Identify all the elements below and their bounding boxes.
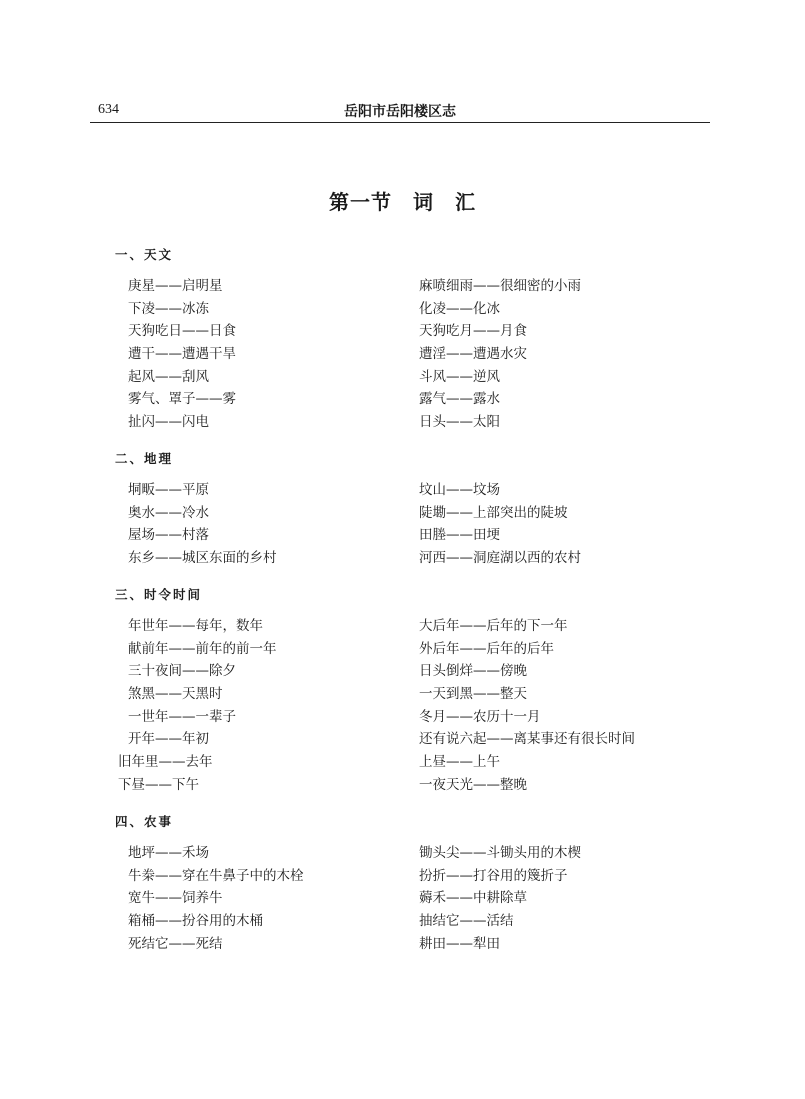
term-entry: 日头倒烊——傍晚	[419, 663, 527, 680]
term-entry: 上昼——上午	[419, 754, 500, 771]
list-row	[0, 388, 805, 411]
term-entry: 箱桶——扮谷用的木桶	[128, 913, 263, 930]
term-entry: 煞黑——天黑时	[128, 686, 223, 703]
term-entry: 还有说六起——离某事还有很长时间	[419, 731, 635, 748]
page-header	[90, 100, 710, 123]
term-entry: 锄头尖——斗锄头用的木楔	[419, 845, 581, 861]
term-entry: 麻喷细雨——很细密的小雨	[419, 278, 581, 294]
term-entry: 天狗吃日——日食	[128, 323, 236, 340]
term-entry: 旧年里——去年	[118, 754, 213, 771]
page-number: 634	[98, 102, 119, 117]
list-row	[0, 638, 805, 661]
term-entry: 奥水——冷水	[128, 504, 209, 521]
term-entry: 露气——露水	[419, 391, 500, 408]
book-title: 岳阳市岳阳楼区志	[344, 104, 456, 120]
term-entry: 陡墈——上部突出的陡坡	[419, 504, 568, 521]
term-entry: 田塍——田埂	[419, 527, 500, 544]
list-row	[0, 728, 805, 751]
category-list-nongshi	[0, 842, 805, 955]
list-row	[0, 683, 805, 706]
list-row	[0, 660, 805, 683]
category-list-dili	[0, 479, 805, 570]
term-entry: 庚星——启明星	[128, 278, 223, 294]
term-entry: 牛桊——穿在牛鼻子中的木栓	[128, 867, 304, 884]
term-entry: 日头——太阳	[419, 414, 500, 431]
term-entry: 扯闪——闪电	[128, 414, 209, 431]
list-row	[0, 524, 805, 547]
list-row	[0, 910, 805, 933]
term-entry: 三十夜间——除夕	[128, 663, 236, 680]
term-entry: 薅禾——中耕除草	[419, 890, 527, 907]
list-row	[0, 933, 805, 956]
term-entry: 一天到黑——整天	[419, 686, 527, 703]
term-entry: 一世年——一辈子	[128, 708, 236, 725]
list-row	[0, 298, 805, 321]
category-title-nongshi: 四、农事	[115, 814, 174, 829]
list-row	[0, 706, 805, 729]
term-entry: 开年——年初	[128, 731, 209, 748]
term-entry: 宽牛——饲养牛	[128, 890, 223, 907]
term-entry: 雾气、罩子——雾	[128, 391, 236, 408]
term-entry: 遭淫——遭遇水灾	[419, 346, 527, 363]
category-title-dili: 二、地理	[115, 451, 174, 466]
category-title-tianwen: 一、天文	[115, 247, 174, 262]
list-row	[0, 751, 805, 774]
list-row	[0, 343, 805, 366]
term-entry: 献前年——前年的前一年	[128, 640, 277, 657]
term-entry: 一夜天光——整晚	[419, 776, 527, 793]
list-row	[0, 865, 805, 888]
list-row	[0, 774, 805, 797]
term-entry: 下昼——下午	[118, 776, 199, 793]
term-entry: 地坪——禾场	[128, 845, 209, 861]
list-row	[0, 502, 805, 525]
list-row	[0, 320, 805, 343]
term-entry: 死结它——死结	[128, 935, 223, 952]
term-entry: 下凌——冰冻	[128, 300, 209, 317]
term-entry: 外后年——后年的后年	[419, 640, 554, 657]
list-row	[0, 479, 805, 502]
section-title: 第一节 词 汇	[329, 190, 476, 214]
term-entry: 垌畈——平原	[128, 482, 209, 498]
list-row	[0, 275, 805, 298]
list-row	[0, 366, 805, 389]
term-entry: 冬月——农历十一月	[419, 708, 541, 725]
term-entry: 斗风——逆风	[419, 368, 500, 385]
list-row	[0, 615, 805, 638]
category-list-tianwen	[0, 275, 805, 434]
list-row	[0, 547, 805, 570]
term-entry: 化凌——化冰	[419, 300, 500, 317]
list-row	[0, 842, 805, 865]
list-row	[0, 887, 805, 910]
term-entry: 遭干——遭遇干旱	[128, 346, 236, 363]
term-entry: 河西——洞庭湖以西的农村	[419, 550, 581, 567]
term-entry: 坟山——坟场	[419, 482, 500, 498]
term-entry: 年世年——每年，数年	[128, 618, 263, 634]
term-entry: 大后年——后年的下一年	[419, 618, 568, 634]
list-row	[0, 411, 805, 434]
term-entry: 扮折——打谷用的篾折子	[419, 867, 568, 884]
term-entry: 耕田——犁田	[419, 935, 500, 952]
term-entry: 东乡——城区东面的乡村	[128, 550, 277, 567]
term-entry: 天狗吃月——月食	[419, 323, 527, 340]
term-entry: 起风——刮风	[128, 368, 209, 385]
category-list-shiling	[0, 615, 805, 797]
category-title-shiling: 三、时令时间	[115, 587, 203, 602]
term-entry: 屋场——村落	[128, 527, 209, 544]
term-entry: 抽结它——活结	[419, 913, 514, 930]
